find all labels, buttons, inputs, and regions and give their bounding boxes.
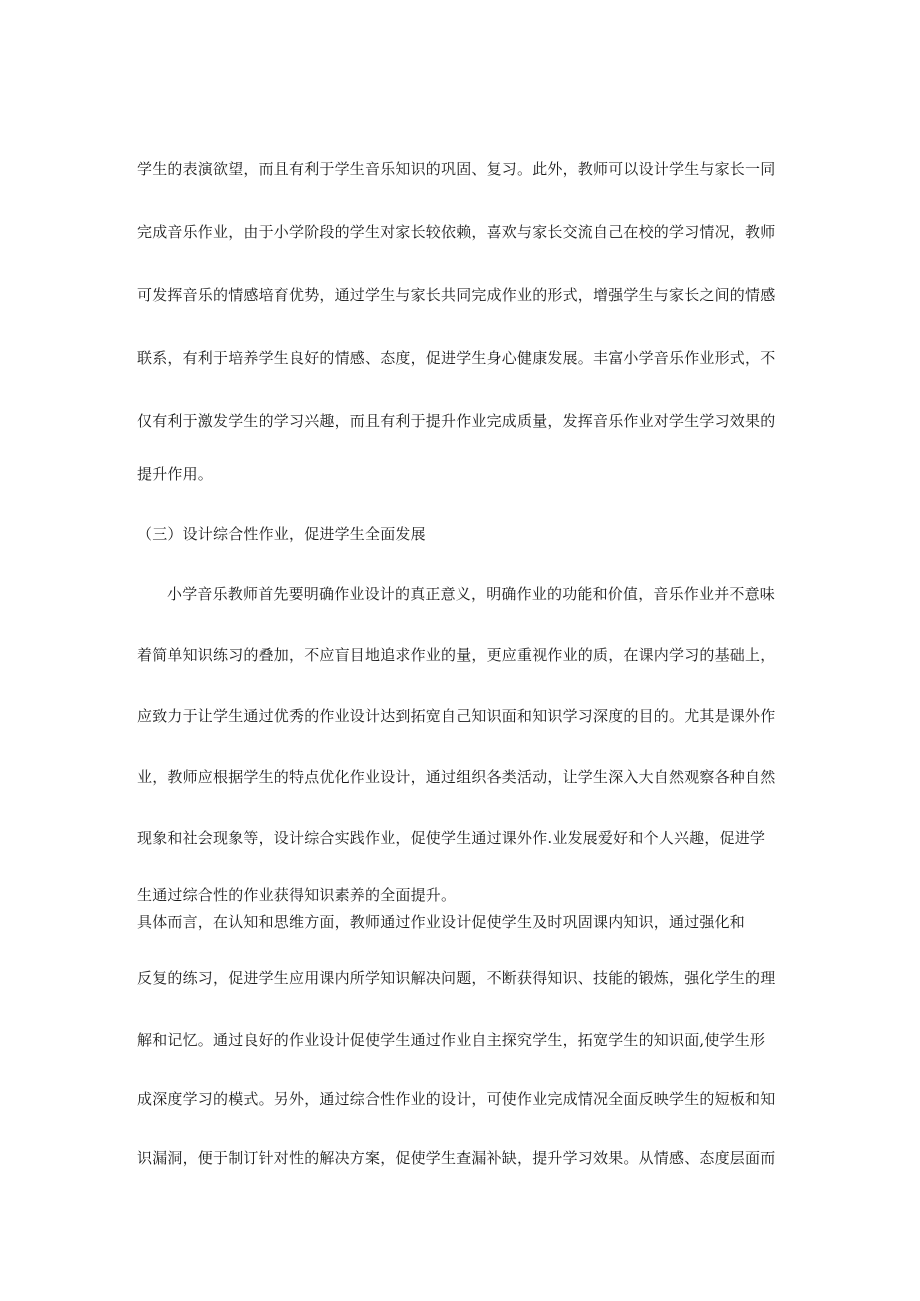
text-line: 应致力于让学生通过优秀的作业设计达到拓宽自己知识面和知识学习深度的目的。尤其是课外作 — [137, 707, 776, 725]
text-line: 解和记忆。通过良好的作业设计促使学生通过作业自主探究学生，拓宽学生的知识面,使学生形 — [137, 1031, 766, 1049]
text-line: 完成音乐作业，由于小学阶段的学生对家长较依赖，喜欢与家长交流自己在校的学习情况，教师 — [137, 223, 776, 241]
text-line: 可发挥音乐的情感培育优势，通过学生与家长共同完成作业的形式，增强学生与家长之间的情感 — [137, 286, 776, 304]
text-line: 现象和社会现象等，设计综合实践作业，促使学生通过课外作.业发展爱好和个人兴趣，促进学 — [137, 829, 766, 847]
text-line: 联系，有利于培养学生良好的情感、态度，促进学生身心健康发展。丰富小学音乐作业形式，不 — [137, 349, 776, 367]
text-line: 仅有利于激发学生的学习兴趣，而且有利于提升作业完成质量，发挥音乐作业对学生学习效果的 — [137, 412, 776, 430]
text-line: 提升作用。 — [137, 465, 214, 483]
section-heading: （三）设计综合性作业，促进学生全面发展 — [137, 525, 426, 543]
text-line: 业，教师应根据学生的特点优化作业设计，通过组织各类活动，让学生深入大自然观察各种自然 — [137, 768, 776, 786]
text-line: 着简单知识练习的叠加，不应盲目地追求作业的量，更应重视作业的质，在课内学习的基础上， — [137, 646, 776, 664]
text-line: 小学音乐教师首先要明确作业设计的真正意义，明确作业的功能和价值，音乐作业并不意味 — [167, 585, 776, 603]
text-line: 生通过综合性的作业获得知识素养的全面提升。 — [137, 886, 457, 904]
text-line: 成深度学习的模式。另外，通过综合性作业的设计，可使作业完成情况全面反映学生的短板和知 — [137, 1090, 776, 1108]
text-line: 学生的表演欲望，而且有利于学生音乐知识的巩固、复习。此外，教师可以设计学生与家长一同 — [137, 160, 776, 178]
text-line: 反复的练习，促进学生应用课内所学知识解决问题，不断获得知识、技能的锻炼，强化学生的理 — [137, 969, 776, 987]
text-line: 识漏洞，便于制订针对性的解决方案，促使学生查漏补缺，提升学习效果。从情感、态度层面而 — [137, 1149, 776, 1167]
text-line: 具体而言，在认知和思维方面，教师通过作业设计促使学生及时巩固课内知识，通过强化和 — [137, 913, 746, 931]
